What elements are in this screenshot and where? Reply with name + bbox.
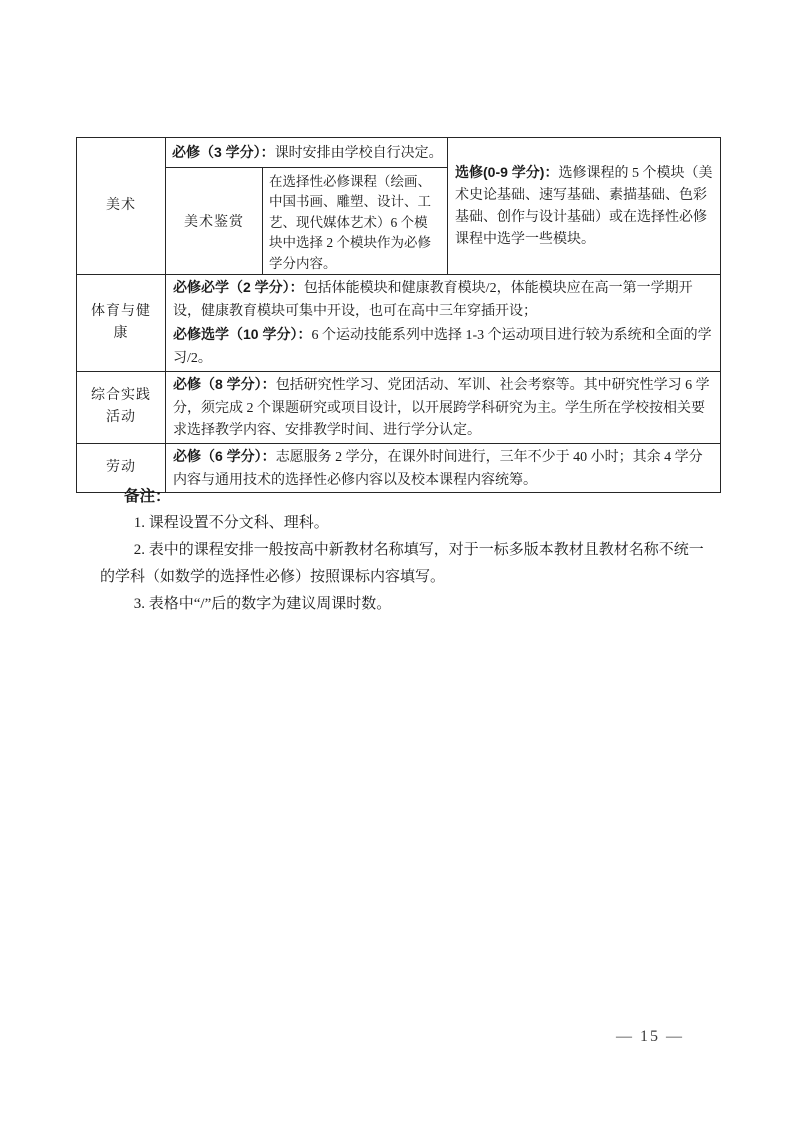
elective-credit-text: 选修课程的 5 个模块（美术史论基础、速写基础、素描基础、色彩基础、创作与设计基础）或在选择性必修课程中选学一些模块。 — [455, 166, 713, 248]
required-credit-label: 必修（3 学分）： — [172, 144, 275, 160]
note-item-1: 1. 课程设置不分文科、理科。 — [133, 515, 329, 531]
practice-credit-label: 必修（8 学分）： — [173, 375, 276, 392]
elective-credit-label: 选修(0-9 学分)： — [455, 164, 559, 181]
required-credit-text: 课时安排由学校自行决定。 — [274, 146, 443, 161]
note-item-2: 2. 表中的课程安排一般按高中新教材名称填写，对于一标多版本教材且教材名称不统一的学科（如数学的选择性必修）按照课标内容填写。 — [100, 542, 704, 585]
art-elective-cell — [448, 138, 720, 274]
art-appreciation-label: 美术鉴赏 — [166, 168, 263, 274]
art-required-cell — [166, 138, 447, 168]
art-appreciation-content: 在选择性必修课程（绘画、中国书画、雕塑、设计、工艺、现代媒体艺术）6 个模块中选择 2 个模块作为必修学分内容。 — [269, 174, 431, 271]
pe-elective-segment — [173, 323, 713, 370]
table-row-art — [77, 138, 720, 274]
pe-required-credit-text: 包括体能模块和健康教育模块/2，体能模块应在高一第一学期开设，健康教育模块可集中开设，也可在高中三年穿插开设； — [173, 281, 693, 319]
labor-credit-text: 志愿服务 2 学分，在课外时间进行，三年不少于 40 小时；其余 4 学分内容与通用技术的选择性必修内容以及校本课程内容统筹。 — [173, 449, 703, 488]
art-sub-row — [166, 168, 447, 274]
note-item-3: 3. 表格中“/”后的数字为建议周课时数。 — [133, 596, 392, 612]
table-row-practice — [77, 371, 720, 443]
art-left-block — [166, 138, 448, 274]
pe-health-content-cell — [166, 275, 720, 371]
subject-cell-labor: 劳动 — [77, 444, 166, 492]
table-row-pe-health — [77, 274, 720, 371]
pe-required-segment — [173, 276, 713, 323]
pe-required-credit-label: 必修必学（2 学分）： — [173, 279, 304, 296]
curriculum-table — [76, 137, 721, 493]
notes-title: 备注： — [124, 488, 171, 505]
art-row-grid — [166, 138, 720, 274]
subject-cell-pe-health: 体育与健康 — [77, 275, 166, 371]
pe-elective-credit-text: 6 个运动技能系列中选择 1-3 个运动项目进行较为系统和全面的学习/2。 — [173, 328, 712, 367]
labor-credit-label: 必修（6 学分）： — [173, 447, 276, 464]
subject-cell-practice: 综合实践活动 — [77, 372, 166, 443]
notes-section — [100, 483, 706, 618]
page-number: — 15 — — [616, 1028, 684, 1045]
pe-elective-credit-label: 必修选学（10 学分）： — [173, 326, 312, 343]
practice-content-cell — [166, 372, 720, 443]
practice-required-segment — [173, 373, 713, 443]
practice-credit-text: 包括研究性学习、党团活动、军训、社会考察等。其中研究性学习 6 学分，须完成 2 个课题研究或项目设计，以开展跨学科研究为主。学生所在学校按相关要求选择教学内容、安排教学时间、进行学分认定。 — [173, 377, 710, 439]
elective-segment — [455, 161, 713, 251]
subject-cell-art: 美术 — [77, 138, 166, 274]
